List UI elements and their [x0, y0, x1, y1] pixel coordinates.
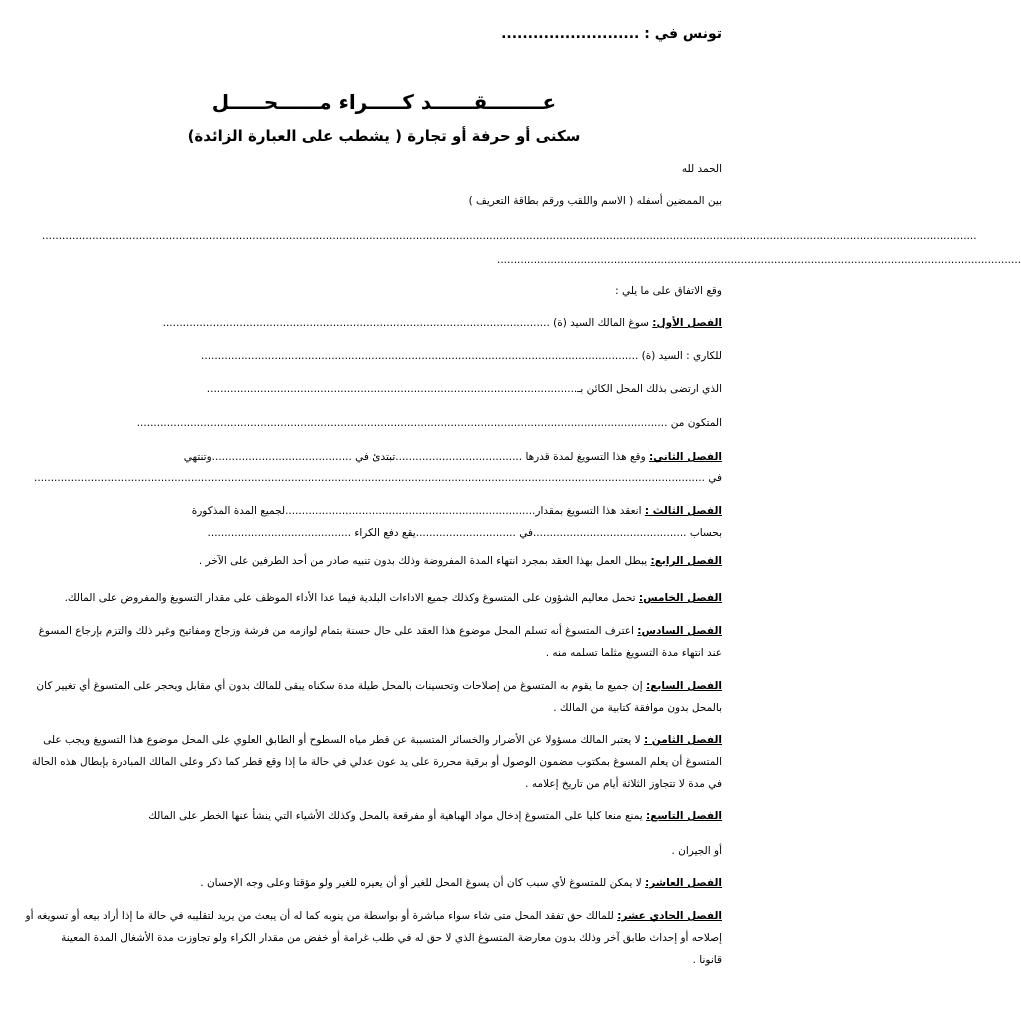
clause-11-text: للمالك حق تفقد المحل متى شاء سواء مباشرة أو بواسطة من ينوبه كما له أن يبعث من يريد لتقليبه في حالة ما إذا أراد بيعه أو تسويغه أو	[25, 910, 618, 922]
place-date-line: تونس في : ..........................	[501, 26, 722, 42]
contract-subtitle: سكنى أو حرفة أو تجارة ( يشطب على العبارة الزائدة)	[187, 127, 581, 145]
clause-11-line-3: قانونا .	[692, 954, 722, 966]
clause-9-text: يمنع منعا كليا على المتسوغ إدخال مواد الهباهية أو مفرقعة بالمحل وكذلك الأشياء التي ينشأ عنها الخطر على المالك	[148, 810, 647, 822]
clause-9-label: الفصل التاسع:	[646, 810, 722, 822]
clause-8-label: الفصل الثامن :	[643, 734, 722, 746]
clause-1-line	[162, 317, 722, 329]
clause-7-line-1	[36, 680, 722, 692]
clause-1-tenant: للكاري : السيد (ة) ...................................................................................................................................	[201, 350, 722, 362]
clause-2-label: الفصل الثاني:	[648, 451, 722, 463]
parties-line: بين الممضين أسفله ( الاسم واللقب ورقم بطاقة التعريف )	[468, 195, 722, 207]
clause-1-location: الذي ارتضى بذلك المحل الكائن بـ...............................................................................................................	[206, 383, 722, 395]
dotted-line-1: ........................................................................................................................................................................................................................................................................................	[42, 230, 977, 242]
agreement-intro: وقع الاتفاق على ما يلي :	[615, 285, 722, 297]
clause-3-payment: بحساب ..............................................في ..............................يقع دفع الكراء ...........................................	[207, 527, 722, 539]
clause-8-line-1	[42, 734, 722, 746]
clause-3-label: الفصل الثالث :	[644, 505, 722, 517]
clause-11-line-1	[22, 910, 722, 922]
clause-8-line-3: في مدة لا تتجاوز الثلاثة أيام من تاريخ إعلامه .	[525, 778, 722, 790]
clause-10-text: لا يمكن للمتسوغ لأي سبب كان أن يسوغ المحل للغير أو أن يعيره للغير ولو مؤقتا وعلى وجه الإحسان .	[200, 877, 646, 889]
clause-2-text: وقع هذا التسويغ لمدة قدرها ......................................تبتدئ في ..........................................وتنتهي	[183, 451, 649, 463]
contract-title: عــــــــقــــــد كـــــراء مــــــحـــــل	[211, 90, 557, 114]
clause-11-line-2: إصلاحه أو إحداث طابق آخر وذلك بدون معارضة المتسوغ الذي لا حق له في طلب غرامة أو خفض من مقدار الكراء ولو تجاوزت مدة الأشغال المدة المعينة	[61, 932, 722, 944]
clause-5-text: تحمل معاليم الشؤون على المتسوغ وكذلك جميع الاداءات البلدية فيما عدا الأداء الموظف على مقدار التسويغ والمفروض على المالك.	[64, 592, 639, 604]
clause-8-text: لا يعتبر المالك مسؤولا عن الأضرار والخسائر المتسببة عن قطر مياه السطوح أو الطابق العلوي على المحل موضوع هذا التسويغ ويجب على	[43, 734, 644, 746]
clause-5-line	[64, 592, 722, 604]
clause-1-composition: المتكون من ...............................................................................................................................................................	[136, 417, 722, 429]
clause-2-line	[183, 451, 722, 463]
clause-4-label: الفصل الرابع:	[650, 555, 722, 567]
clause-6-text: اعترف المتسوغ أنه تسلم المحل موضوع هذا العقد على حال حسنة بتمام لوازمه من فرشة وزجاج ومفاتيح وغير ذلك والتزم بإرجاع المسوغ	[38, 625, 638, 637]
clause-6-label: الفصل السادس:	[637, 625, 722, 637]
clause-9-line-2: أو الجيران .	[671, 845, 722, 857]
clause-9-line-1	[142, 810, 722, 822]
clause-7-line-2: بالمحل بدون موافقة كتابية من المالك .	[553, 702, 722, 714]
hamd-line: الحمد لله	[681, 163, 722, 175]
clause-6-line-2: عند انتهاء مدة التسويغ مثلما تسلمه منه .	[545, 647, 722, 659]
clause-3-text: انعقد هذا التسويغ بمقدار...........................................................................لجميع المدة المذكورة	[191, 505, 645, 517]
clause-3-line	[191, 505, 722, 517]
clause-4-text: يبطل العمل بهذا العقد بمجرد انتهاء المدة المفروضة وذلك بدون تنبيه صادر من أحد الطرفين على الآخر .	[198, 555, 651, 567]
clause-1-text: سوغ المالك السيد (ة) ....................................................................................................................	[162, 317, 653, 329]
clause-8-line-2: المتسوغ أن يعلم المسوغ بمكتوب مضمون الوصول أو برقية محررة على يد عون عدلي في حالة ما إذا وقع قطر كما ذكر وعلى المالك المبادرة بإبطال هذه الحالة	[31, 756, 722, 768]
clause-6-line-1	[38, 625, 722, 637]
clause-1-label: الفصل الأول:	[652, 317, 722, 329]
clause-4-line	[162, 555, 722, 567]
clause-10-label: الفصل العاشر:	[645, 877, 722, 889]
clause-5-label: الفصل الخامس:	[638, 592, 722, 604]
clause-7-label: الفصل السابع:	[646, 680, 722, 692]
clause-2-end: في .........................................................................................................................................................................................................	[34, 472, 722, 484]
dotted-line-2: .............................................................................................................................................................	[497, 254, 1021, 266]
clause-11-label: الفصل الحادي عشر:	[617, 910, 722, 922]
clause-7-text: إن جميع ما يقوم به المتسوغ من إصلاحات وتحسينات بالمحل طيلة مدة سكناه يبقى للمالك بدون أي مقابل ويحجر على المتسوغ أي تغيير كان	[36, 680, 647, 692]
clause-10-line	[162, 877, 722, 889]
